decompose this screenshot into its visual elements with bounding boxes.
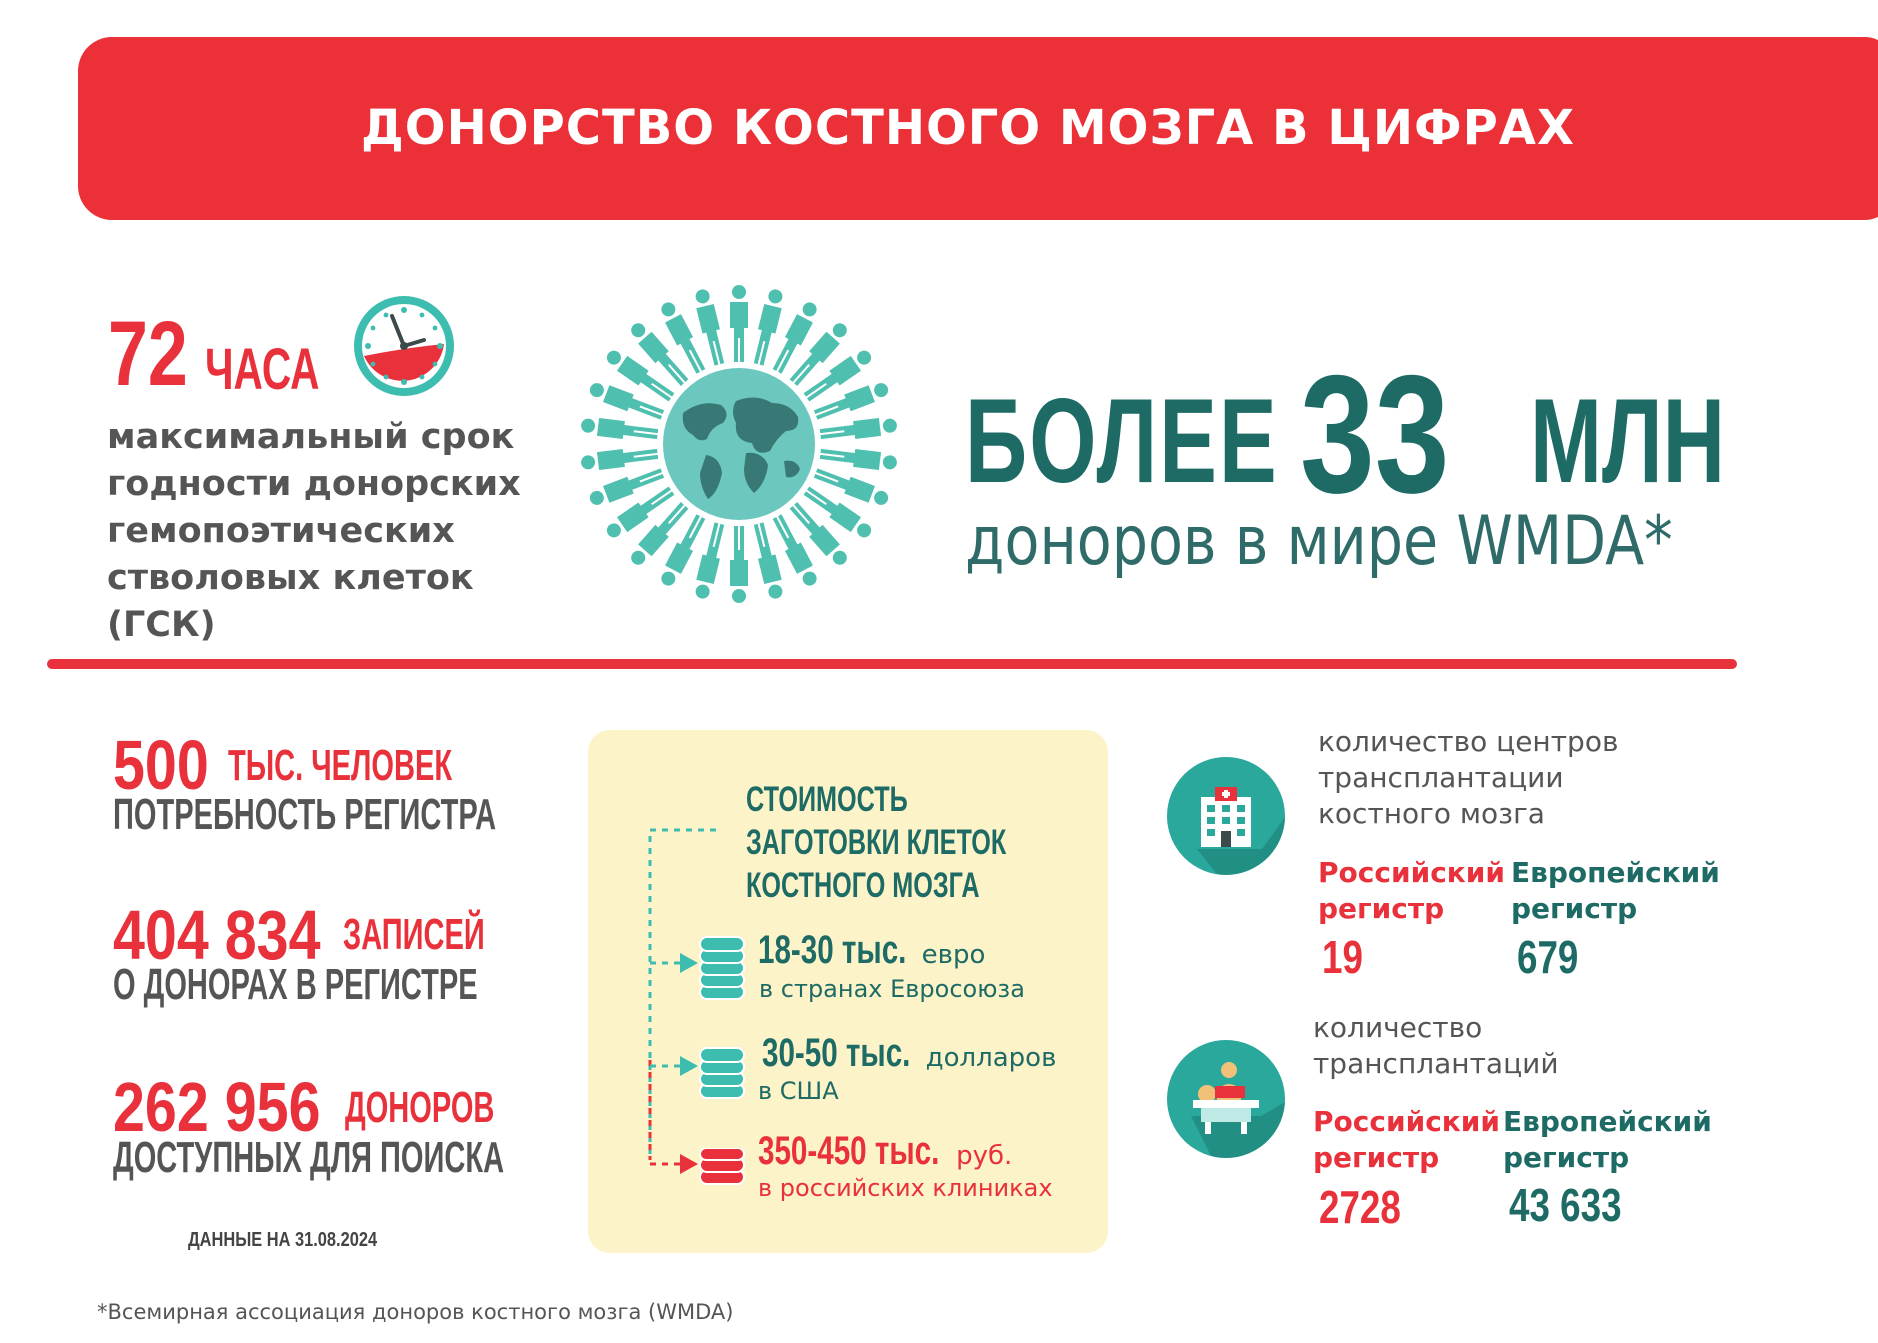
header-banner: [78, 37, 1878, 220]
person-figure-icon: [819, 445, 898, 472]
hours-unit: ЧАСА: [205, 337, 320, 402]
donors-prefix: БОЛЕЕ: [965, 374, 1279, 508]
cost-title: СТОИМОСТЬ ЗАГОТОВКИ КЛЕТОК КОСТНОГО МОЗГА: [746, 780, 1007, 905]
cost-eu-location: в странах Евросоюза: [759, 975, 1025, 1003]
person-figure-icon: [580, 445, 659, 472]
person-figure-icon: [819, 416, 898, 443]
person-figure-icon: [812, 379, 890, 423]
globe-people-icon: [578, 283, 900, 605]
transplants-ru-value: 2728: [1319, 1181, 1401, 1233]
person-figure-icon: [587, 379, 665, 423]
centers-ru-label: Российский регистр: [1318, 856, 1506, 925]
stat-records-unit: ЗАПИСЕЙ: [343, 910, 485, 959]
transplants-ru-label: Российский регистр: [1313, 1105, 1501, 1174]
clock-icon: [350, 292, 458, 400]
stat-records-line: О ДОНОРАХ В РЕГИСТРЕ: [113, 960, 478, 1009]
date-note: ДАННЫЕ НА 31.08.2024: [188, 1229, 378, 1251]
cost-ru-location: в российских клиниках: [758, 1174, 1053, 1202]
footnote: *Всемирная ассоциация доноров костного мозга (WMDA): [97, 1300, 734, 1324]
stat-need-line: ПОТРЕБНОСТЬ РЕГИСТРА: [113, 790, 497, 839]
donors-subtitle: доноров в мире WMDA*: [965, 502, 1673, 581]
person-figure-icon: [730, 285, 748, 362]
cost-us-location: в США: [758, 1077, 839, 1105]
stat-records-number: 404 834: [113, 896, 321, 974]
person-figure-icon: [730, 526, 748, 603]
stat-available-unit: ДОНОРОВ: [345, 1083, 495, 1132]
cost-eu-amount: 18-30 тыс.: [758, 928, 907, 972]
centers-label: количество центров трансплантации костного мозга: [1318, 725, 1619, 830]
coins-teal-medium-icon: [698, 1040, 746, 1102]
stat-need-number: 500: [113, 726, 209, 804]
person-figure-icon: [580, 416, 659, 443]
cost-eu-currency: евро: [921, 940, 986, 970]
cost-item-eu: [758, 928, 985, 973]
person-figure-icon: [812, 465, 890, 509]
centers-eu-value: 679: [1517, 931, 1579, 983]
centers-ru-value: 19: [1322, 931, 1363, 983]
coins-teal-tall-icon: [698, 933, 746, 1003]
patients-icon: [1167, 1040, 1285, 1158]
transplants-eu-value: 43 633: [1509, 1179, 1622, 1231]
transplants-eu-label: Европейский регистр: [1503, 1105, 1712, 1174]
stat-need-unit: ТЫС. ЧЕЛОВЕК: [228, 741, 453, 790]
transplants-label: количество трансплантаций: [1313, 1011, 1559, 1080]
stat-available-number: 262 956: [113, 1068, 321, 1146]
cost-item-us: [762, 1031, 1056, 1076]
section-divider: [47, 659, 1737, 669]
person-figure-icon: [587, 465, 665, 509]
cost-ru-currency: руб.: [956, 1141, 1013, 1171]
hospital-icon: [1167, 757, 1285, 875]
stat-available-line: ДОСТУПНЫХ ДЛЯ ПОИСКА: [113, 1133, 505, 1182]
hours-number: 72: [108, 303, 188, 405]
cost-us-amount: 30-50 тыс.: [762, 1031, 911, 1075]
donors-number: 33: [1300, 340, 1450, 528]
cost-us-currency: долларов: [925, 1043, 1057, 1073]
cost-item-ru: [758, 1129, 1012, 1174]
centers-eu-label: Европейский регистр: [1511, 856, 1720, 925]
coins-red-icon: [698, 1148, 746, 1186]
donors-unit: МЛН: [1530, 374, 1725, 508]
page-title: ДОНОРСТВО КОСТНОГО МОЗГА В ЦИФРАХ: [361, 100, 1575, 156]
hours-description: максимальный срок годности донорских гемопоэтических стволовых клеток (ГСК): [107, 417, 521, 645]
cost-ru-amount: 350-450 тыс.: [758, 1129, 940, 1173]
